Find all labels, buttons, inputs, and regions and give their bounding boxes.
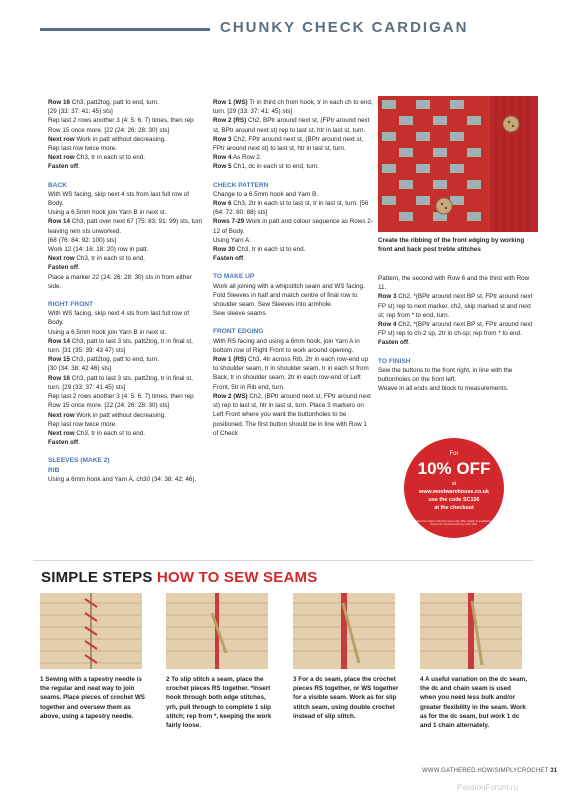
section-heading: FRONT EDGING bbox=[213, 328, 264, 336]
text-column-3 bbox=[378, 274, 538, 393]
badge-for: For bbox=[449, 451, 459, 457]
instruction-text: Tr in third ch from hook, tr in each ch to end, turn. [29 bbox=[213, 99, 373, 116]
row-label: Row 4 bbox=[213, 154, 232, 162]
instruction-text: Ch3, patt over next 67 bbox=[70, 218, 136, 226]
row-label: Row 1 (RS) bbox=[213, 356, 247, 364]
instruction-paragraph bbox=[378, 384, 538, 393]
instruction-paragraph bbox=[48, 208, 206, 217]
paragraph-gap bbox=[213, 172, 373, 181]
size-counts: (14: 16: 18: 20) bbox=[73, 246, 116, 254]
row-label: Row 14 bbox=[48, 218, 71, 226]
instruction-paragraph bbox=[213, 291, 373, 309]
instruction-paragraph bbox=[48, 245, 206, 254]
instruction-text: [68 bbox=[48, 236, 59, 244]
badge-at: at bbox=[451, 481, 457, 487]
instruction-paragraph bbox=[213, 162, 373, 171]
instruction-text: row in patt. bbox=[115, 246, 149, 254]
step-1-image bbox=[40, 593, 142, 669]
paragraph-gap bbox=[48, 291, 206, 300]
instruction-paragraph bbox=[48, 98, 206, 107]
instruction-paragraph bbox=[48, 392, 206, 410]
instruction-text: . bbox=[78, 439, 80, 447]
instruction-text: Work all joining with a whipstitch seam and WS facing. bbox=[213, 282, 365, 290]
instruction-text: Rep last 2 rows another 3 bbox=[48, 393, 122, 401]
instruction-text: Ch3, tr in each st to end. bbox=[235, 246, 306, 254]
row-label: Rows 7-29 bbox=[213, 218, 245, 226]
instruction-paragraph bbox=[48, 217, 206, 235]
instruction-text: Ch2, FPtr around next st, (BPtr around next st, FPtr around next st) to last st, htr in last st, turn. bbox=[213, 135, 364, 153]
instruction-paragraph bbox=[48, 236, 206, 245]
instruction-paragraph bbox=[213, 245, 373, 254]
instruction-paragraph bbox=[48, 337, 206, 355]
instruction-text: Sew the buttons to the front right, in line with the buttonholes on the front left. bbox=[378, 366, 513, 384]
instruction-paragraph bbox=[213, 282, 373, 291]
instruction-text: Work in patt without decreasing. bbox=[74, 411, 166, 419]
instruction-paragraph bbox=[378, 366, 538, 384]
row-label: Next row bbox=[48, 429, 75, 437]
page-footer bbox=[422, 768, 557, 774]
instruction-text: Weave in all ends and block to measurements. bbox=[378, 385, 509, 393]
row-label: Row 3 bbox=[213, 135, 232, 143]
page-header-title: CHUNKY CHECK CARDIGAN bbox=[220, 19, 469, 36]
step-3-desc: For a dc seam, place the crochet pieces RS together, or WS together for a visible seam. Work as for slip stitch seam, using double crochet instead of slip stitch. bbox=[293, 676, 399, 720]
instruction-text: Ch2, BPtr around next st, (FPtr around next st, BPtr around next st) rep to last st, htr in last st, turn. bbox=[213, 117, 370, 134]
instruction-paragraph bbox=[213, 236, 373, 245]
instruction-paragraph bbox=[48, 438, 206, 447]
instruction-text: sts] bbox=[255, 209, 268, 217]
paragraph-gap bbox=[48, 447, 206, 456]
instruction-paragraph bbox=[48, 411, 206, 420]
step-4-image bbox=[420, 593, 522, 669]
instruction-paragraph bbox=[48, 273, 206, 291]
instruction-paragraph bbox=[48, 116, 206, 134]
instruction-paragraph bbox=[213, 217, 373, 235]
instruction-text: sts] bbox=[113, 383, 126, 391]
instruction-text: Ch3, patt2tog, patt to end, turn. bbox=[70, 99, 159, 106]
text-column-1 bbox=[48, 98, 206, 484]
row-label: Row 2 (WS) bbox=[213, 392, 248, 400]
instruction-paragraph bbox=[48, 475, 206, 484]
instruction-text: Ch3, patt2tog, patt to end, turn. bbox=[70, 356, 159, 364]
row-label: Row 16 bbox=[48, 99, 71, 106]
section-heading: TO MAKE UP bbox=[213, 273, 255, 281]
row-label: Row 16 bbox=[48, 374, 71, 382]
section-heading: TO FINISH bbox=[378, 357, 411, 365]
size-counts: (33: 37: 41: 45) bbox=[58, 108, 102, 116]
instruction-text: sts] bbox=[104, 236, 117, 244]
instruction-text: Pattern, the second with Row 6 and the third with Row 11. bbox=[378, 275, 530, 292]
instruction-paragraph bbox=[378, 338, 538, 347]
instruction-text: sts in from either side. bbox=[48, 273, 192, 290]
instruction-text: sts] bbox=[157, 402, 170, 410]
paragraph-gap bbox=[48, 172, 206, 181]
size-counts: (64: 72: 80: 88) bbox=[213, 209, 256, 217]
instruction-text: Using a 6mm hook and Yarn A, ch30 bbox=[48, 475, 152, 483]
row-label: Next row bbox=[48, 411, 75, 419]
instruction-text: Ch3, tr in each st to end. bbox=[74, 154, 145, 162]
instruction-paragraph bbox=[48, 374, 206, 392]
instruction-paragraph bbox=[48, 364, 206, 373]
text-column-2 bbox=[213, 98, 373, 438]
badge-code: use the code SC156 bbox=[428, 497, 480, 503]
instruction-paragraph bbox=[213, 98, 373, 116]
instruction-text: times, then rep Row 15 once more. [22 bbox=[48, 393, 194, 410]
instruction-paragraph bbox=[378, 320, 538, 338]
instruction-text: Ch3, patt to last 3 sts, patt2tog, tr in final st, turn. [31 bbox=[48, 337, 193, 355]
instruction-text: Ch3, patt to last 3 sts, patt2tog, tr in final st, turn. [29 bbox=[48, 374, 193, 391]
instruction-text: times, then rep Row 15 once more. [22 bbox=[48, 117, 194, 134]
instruction-text: Ch2, (BPtr around next st, FPtr around next st) rep to last st, htr in last st, turn. Place 3 markers on Left Front where you want the buttonholes to be positioned. The first button should be in line with Row 1 of Check bbox=[213, 392, 371, 437]
instruction-text: . bbox=[194, 475, 197, 483]
instruction-text: As Row 2. bbox=[231, 154, 262, 162]
instruction-paragraph bbox=[48, 190, 206, 208]
instruction-paragraph bbox=[213, 116, 373, 134]
instruction-paragraph bbox=[213, 190, 373, 199]
instruction-paragraph bbox=[213, 355, 373, 392]
instruction-text: Fold Sleeves in half and match centre of final row to shoulder seam. Sew Sleeves into armhole. bbox=[213, 291, 358, 309]
instruction-paragraph bbox=[378, 292, 538, 320]
step-4-text bbox=[420, 675, 528, 730]
instruction-paragraph bbox=[48, 328, 206, 337]
size-counts: (24: 26: 28: 30) bbox=[114, 126, 158, 134]
step-3-image bbox=[293, 593, 395, 669]
site-watermark: PassionForum.ru bbox=[457, 783, 518, 792]
step-2-desc: To slip stitch a seam, place the crochet pieces RS together. *Insert hook through both edge stitches, yrh, pull through to complete 1 slip stitch; rep from *, keeping the work fairly loose. bbox=[166, 676, 272, 730]
row-label: Row 15 bbox=[48, 356, 71, 364]
cardigan-detail-photo bbox=[378, 96, 538, 232]
instruction-text: Rep last 2 rows another 3 bbox=[48, 117, 122, 125]
section-heading: CHECK PATTERN bbox=[213, 181, 269, 189]
instruction-paragraph bbox=[213, 199, 373, 217]
instruction-text: With WS facing, skip next 4 sts from last full row of Body. bbox=[48, 190, 190, 208]
row-label: Next row bbox=[48, 154, 75, 162]
instruction-text: Ch3, 4tr across Rib, 2tr in each row-end up to shoulder seam, tr in shoulder seam, tr in each st from Back, tr in shoulder seam, 2tr in each row-end of Left Front, 5tr in Rib end, turn. bbox=[213, 356, 369, 391]
instruction-text: Rep last row twice more. bbox=[48, 145, 117, 153]
instruction-text: Ch3, 2tr in each st to last st, tr in last st, turn. [56 bbox=[231, 200, 369, 208]
section-heading: RIB bbox=[48, 466, 60, 474]
instruction-paragraph bbox=[213, 309, 373, 318]
size-counts: (4: 5: 6: 7) bbox=[121, 117, 151, 125]
size-counts: (75: 83: 91: 99) bbox=[135, 218, 179, 226]
steps-title-prefix: SIMPLE STEPS bbox=[41, 569, 153, 586]
size-counts: (76: 84: 92: 100) bbox=[58, 236, 105, 244]
size-counts: (34: 38: 42 46) bbox=[58, 365, 100, 373]
instruction-text: . bbox=[408, 339, 410, 347]
instruction-text: [30 bbox=[48, 365, 59, 373]
instruction-text: Ch2, *(BPtr around next BP st, FPtr around next FP st) rep to ch-2 sp, 2tr in ch-sp; rep from * to end. bbox=[378, 321, 533, 338]
paragraph-gap bbox=[213, 318, 373, 327]
step-4-desc: A useful variation on the dc seam, the dc and chain seam is used when you need less bulk and/or greater flexibility in the seam. Work as for the dc seam, but work 1 dc and 1 chain alternately. bbox=[420, 676, 527, 730]
instruction-text: sts, turn leaving rem sts unworked. bbox=[48, 218, 203, 235]
paragraph-gap bbox=[213, 263, 373, 272]
instruction-paragraph bbox=[48, 144, 206, 153]
instruction-paragraph bbox=[48, 254, 206, 263]
badge-site: www.woolwarehouse.co.uk bbox=[419, 489, 489, 495]
instruction-paragraph bbox=[48, 420, 206, 429]
instruction-paragraph bbox=[48, 162, 206, 171]
instruction-text: Work in patt without decreasing. bbox=[74, 135, 166, 143]
badge-discount: 10% OFF bbox=[417, 459, 491, 478]
instruction-text: sts] bbox=[101, 108, 113, 116]
discount-badge bbox=[404, 438, 504, 538]
row-label: Next row bbox=[48, 135, 75, 143]
instruction-text: . bbox=[78, 264, 80, 272]
instruction-paragraph bbox=[48, 309, 206, 327]
section-heading: BACK bbox=[48, 181, 68, 189]
step-1-text bbox=[40, 675, 148, 721]
instruction-text: Using a 6.5mm hook join Yarn B in next st. bbox=[48, 209, 167, 217]
instruction-paragraph bbox=[48, 153, 206, 162]
steps-divider bbox=[33, 560, 533, 561]
photo-caption: Create the ribbing of the front edging by working front and back post treble stitches bbox=[378, 237, 525, 253]
steps-title-main: HOW TO SEW SEAMS bbox=[156, 569, 318, 586]
instruction-text: . bbox=[78, 163, 80, 171]
step-3-number: 3 bbox=[293, 676, 297, 683]
row-label: Row 4 bbox=[378, 321, 397, 329]
instruction-paragraph bbox=[48, 107, 206, 116]
instruction-text: Place a marker 22 bbox=[48, 273, 101, 281]
step-2-number: 2 bbox=[166, 676, 170, 683]
page-number: 31 bbox=[550, 768, 558, 774]
row-label: Row 2 (RS) bbox=[213, 117, 247, 125]
paragraph-gap bbox=[378, 348, 538, 357]
instruction-paragraph bbox=[213, 153, 373, 162]
instruction-text: sts] bbox=[157, 126, 170, 134]
instruction-paragraph bbox=[48, 263, 206, 272]
size-counts: (4: 5: 6: 7) bbox=[121, 393, 151, 401]
row-label: Next row bbox=[48, 255, 75, 263]
size-counts: (24: 26: 28: 30) bbox=[114, 402, 158, 410]
simple-steps-title bbox=[41, 569, 317, 586]
row-label: Fasten off bbox=[48, 264, 79, 272]
step-2-text bbox=[166, 675, 274, 730]
step-3-text bbox=[293, 675, 401, 721]
instruction-text: sts] bbox=[99, 365, 112, 373]
step-4-number: 4 bbox=[420, 676, 424, 683]
badge-checkout: at the checkout bbox=[434, 505, 474, 511]
step-2-image bbox=[166, 593, 268, 669]
instruction-paragraph bbox=[213, 135, 373, 153]
instruction-text: . bbox=[243, 255, 245, 263]
size-counts: (33: 37: 41: 45) bbox=[237, 108, 281, 116]
instruction-text: With RS facing and using a 6mm hook, join Yarn A in bottom row of Right Front to work around opening. bbox=[213, 337, 360, 354]
instruction-text: Work 12 bbox=[48, 246, 74, 254]
instruction-text: sts] bbox=[113, 347, 126, 355]
instruction-text: Rep last row twice more. bbox=[48, 420, 117, 428]
instruction-text: sts] bbox=[280, 108, 293, 116]
instruction-paragraph bbox=[213, 254, 373, 263]
section-heading: SLEEVES (MAKE 2) bbox=[48, 457, 110, 465]
row-label: Fasten off bbox=[48, 163, 79, 171]
header-rule bbox=[40, 28, 210, 31]
instruction-text: Using a 6.5mm hook join Yarn B in next st. bbox=[48, 328, 167, 336]
size-counts: (34: 38: 42: 46) bbox=[151, 475, 195, 483]
row-label: Row 1 (WS) bbox=[213, 99, 248, 106]
instruction-text: Ch3, tr in each st to end. bbox=[74, 429, 145, 437]
instruction-paragraph bbox=[213, 392, 373, 438]
instruction-text: Ch1, dc in each st to end, turn. bbox=[231, 163, 320, 171]
step-1-desc: Sewing with a tapestry needle is the regular and neat way to join seams. Place pieces of crochet WS together and oversew them as above, using a tapestry needle. bbox=[40, 676, 145, 720]
instruction-text: Ch2, *(BPtr around next BP st, FPtr around next FP st) rep to next marker, ch2, skip marked st and next st; rep from * to end, turn. bbox=[378, 293, 533, 319]
instruction-text: Work in patt and colour sequence as Rows 2-12 of Body. bbox=[213, 218, 373, 235]
instruction-paragraph bbox=[48, 135, 206, 144]
instruction-text: Using Yarn A. bbox=[213, 236, 251, 244]
size-counts: (35: 39: 43 47) bbox=[72, 347, 114, 355]
instruction-text: Ch3, tr in each st to end. bbox=[74, 255, 145, 263]
footer-url: WWW.GATHERED.HOW/SIMPLYCROCHET bbox=[422, 768, 549, 774]
size-counts: (24: 26: 28: 30) bbox=[100, 273, 144, 281]
instruction-text: [29 bbox=[48, 108, 59, 116]
row-label: Row 30 bbox=[213, 246, 236, 254]
row-label: Fasten off bbox=[378, 339, 409, 347]
row-label: Row 5 bbox=[213, 163, 232, 171]
row-label: Row 6 bbox=[213, 200, 232, 208]
instruction-text: Change to a 6.5mm hook and Yarn B. bbox=[213, 190, 319, 198]
step-1-number: 1 bbox=[40, 676, 44, 683]
instruction-paragraph bbox=[48, 429, 206, 438]
instruction-text: Sew sleeve seams. bbox=[213, 310, 268, 318]
size-counts: (33: 37: 41 45) bbox=[72, 383, 114, 391]
instruction-text: With WS facing, skip next 4 sts from last full row of Body. bbox=[48, 310, 190, 327]
instruction-paragraph bbox=[213, 337, 373, 355]
row-label: Row 14 bbox=[48, 337, 71, 345]
row-label: Row 3 bbox=[378, 293, 397, 301]
instruction-paragraph bbox=[48, 355, 206, 364]
badge-fine-print: Discount valid on full price items only. Offer subject to availability. Cannot be combined with any other offer. bbox=[416, 520, 492, 527]
row-label: Fasten off bbox=[213, 255, 244, 263]
row-label: Fasten off bbox=[48, 439, 79, 447]
section-heading: RIGHT FRONT bbox=[48, 301, 94, 309]
instruction-paragraph bbox=[378, 274, 538, 292]
